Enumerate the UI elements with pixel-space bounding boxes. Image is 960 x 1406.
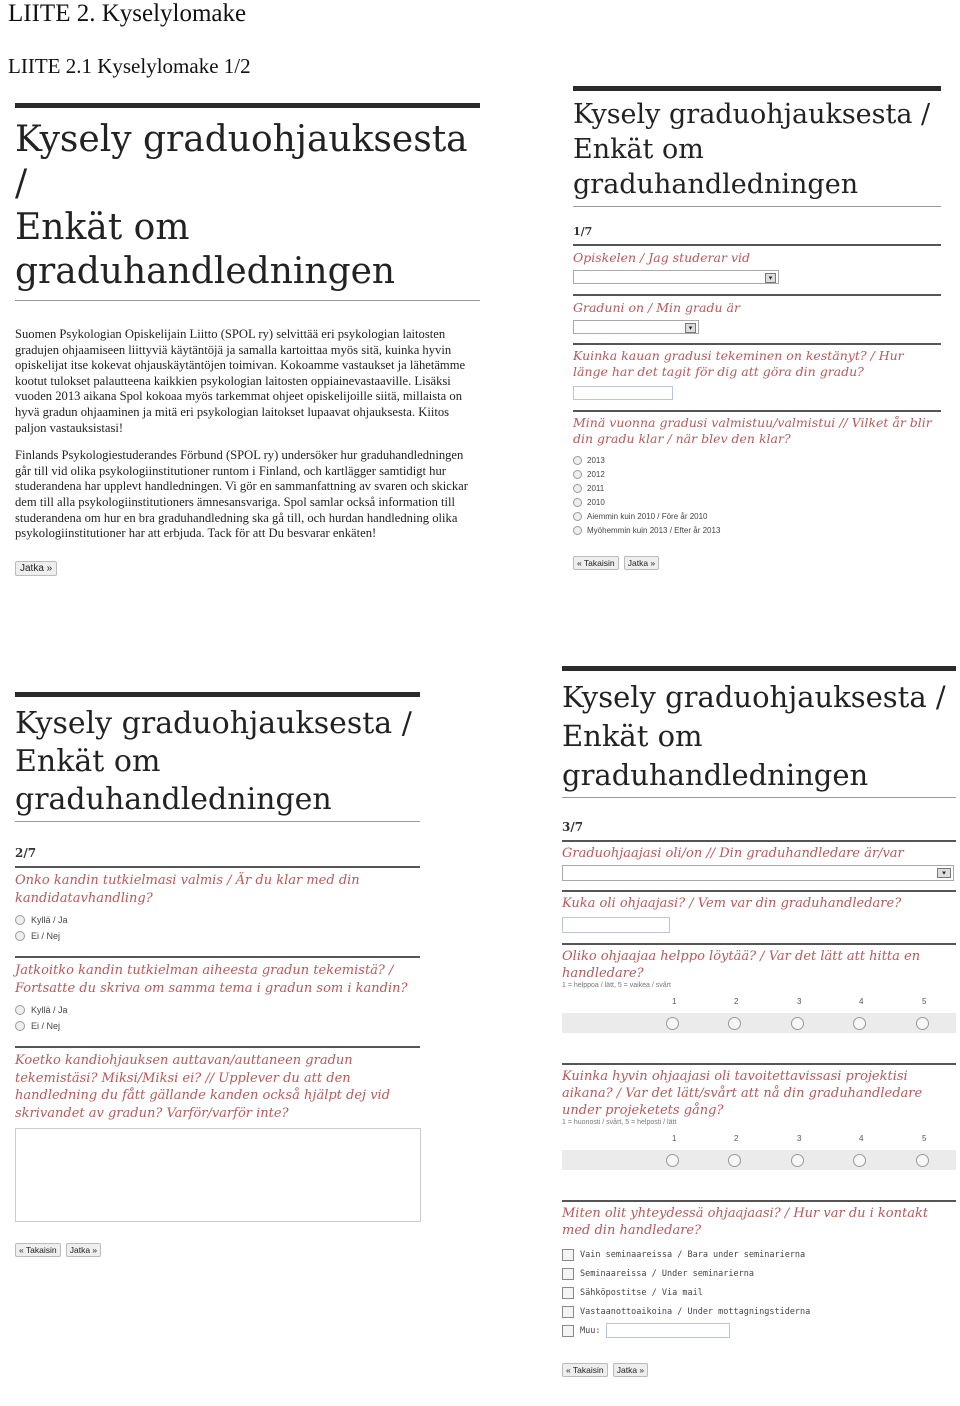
radio-button[interactable] <box>791 1154 804 1167</box>
topic-option-no[interactable]: Ei / Nej <box>15 1018 420 1034</box>
radio-button[interactable] <box>15 915 25 925</box>
survey-title: Kysely graduohjauksesta / Enkät om graduhandledningen <box>15 119 468 292</box>
back-button[interactable]: « Takaisin <box>562 1363 608 1377</box>
panel-step-2 <box>15 692 420 1272</box>
radio-button[interactable] <box>916 1154 929 1167</box>
radio-button[interactable] <box>15 1021 25 1031</box>
year-option[interactable]: Myöhemmin kuin 2013 / Efter år 2013 <box>573 523 941 537</box>
next-button[interactable]: Jatka » <box>66 1243 101 1257</box>
radio-button[interactable] <box>573 526 582 535</box>
question-reachability: Kuinka hyvin ohjaajasi oli tavoitettavissasi projektisi aikana? / Var det lätt/svårt att nå din graduhandledare under projeketets gång? <box>562 1069 923 1118</box>
scale-note: 1 = huonosti / svårt, 5 = helposti / lätt <box>562 1119 677 1126</box>
radio-button[interactable] <box>853 1154 866 1167</box>
intro-finnish: Suomen Psykologian Opiskelijain Liitto (SPOL ry) selvittää eri psykologian laitosten gradujen ohjaamiseen liittyviä käytäntöjä ja samalla kartoittaa myös sitä, kuinka hyvin opiskelijat itse kokevat ohjauskäytäntöjen toimivan. Kokoamme vastaukset ja lähetämme kootut tulokset palautteena kaikkien psykologian laitosten oppiainevastaaville. Lisäksi vuoden 2013 aikana Spol kokoaa myös tarkemmat ohjeet opiskelijoille siitä, millaista on hyvä gradun ohjaaminen ja mitä eri psykologian laitokset lupaavat ohjauksesta. Kiitos paljon vastauksistasi! <box>15 327 466 435</box>
radio-button[interactable] <box>573 512 582 521</box>
question-study-place: Opiskelen / Jag studerar vid <box>573 250 751 265</box>
duration-input[interactable] <box>573 386 673 400</box>
radio-button[interactable] <box>573 456 582 465</box>
radio-button[interactable] <box>666 1017 679 1030</box>
topic-option-yes[interactable]: Kyllä / Ja <box>15 1002 420 1018</box>
supervisor-select[interactable] <box>562 865 954 881</box>
kandi-option-yes[interactable]: Kyllä / Ja <box>15 912 420 928</box>
question-supervisor-is: Graduohjaajasi oli/on // Din graduhandledare är/var <box>562 846 904 861</box>
next-button[interactable]: Jatka » <box>624 556 659 570</box>
checkbox[interactable] <box>562 1325 574 1337</box>
step-indicator: 2/7 <box>15 846 37 860</box>
back-button[interactable]: « Takaisin <box>15 1243 61 1257</box>
supervisor-name-input[interactable] <box>562 917 670 933</box>
radio-button[interactable] <box>728 1017 741 1030</box>
contact-option[interactable]: Sähköpostitse / Via mail <box>562 1283 956 1302</box>
checkbox[interactable] <box>562 1249 574 1261</box>
question-gradu-type: Graduni on / Min gradu är <box>573 300 740 315</box>
year-option[interactable]: Aiemmin kuin 2010 / Före år 2010 <box>573 509 941 523</box>
radio-button[interactable] <box>573 484 582 493</box>
step-indicator: 3/7 <box>562 820 584 834</box>
question-same-topic: Jatkoitko kandin tutkielman aiheesta gradun tekemistä? / Fortsatte du skriva om samma tema i gradun som i kandin? <box>15 963 408 996</box>
question-kandi-help: Koetko kandiohjauksen auttavan/auttaneen gradun tekemistäsi? Miksi/Miksi ei? // Upplever du att den handledning du fått gällande kanden också hjälpt dej vid skrivandet av gradun? Varför/varför inte? <box>15 1053 391 1121</box>
step-indicator: 1/7 <box>573 225 593 238</box>
radio-button[interactable] <box>728 1154 741 1167</box>
document-title: LIITE 2. Kyselylomake <box>8 0 247 27</box>
radio-button[interactable] <box>853 1017 866 1030</box>
document-subtitle: LIITE 2.1 Kyselylomake 1/2 <box>8 54 251 78</box>
contact-option[interactable]: Vain seminaareissa / Bara under seminarierna <box>562 1245 956 1264</box>
year-option[interactable]: 2013 <box>573 453 941 467</box>
kandi-option-no[interactable]: Ei / Nej <box>15 928 420 944</box>
rating-scale-reach: 1 2 3 4 5 <box>562 1126 956 1180</box>
checkbox[interactable] <box>562 1268 574 1280</box>
next-button[interactable]: Jatka » <box>613 1363 648 1377</box>
intro-swedish: Finlands Psykologiestuderandes Förbund (SPOL ry) undersöker hur graduhandledningen går till vid olika psykologiinstitutioner runtom i Finland, och kartlägger samtidigt hur studerandena har upplevt handledningen. Vi gör en sammanfattning av svaren och skickar dem till alla psykologiinstitutioners ämnesansvariga. Spol samlar också information till studerandena om hur en bra graduhandledning ska gå till, och hurdan handledning olika psykologiinstitutioner har att erbjuda. Tack för att Du besvarar enkäten! <box>15 448 468 541</box>
rating-scale-find: 1 2 3 4 5 <box>562 989 956 1043</box>
survey-title: Kysely graduohjauksesta / Enkät om graduhandledningen <box>562 680 946 792</box>
contact-option[interactable]: Seminaareissa / Under seminarierna <box>562 1264 956 1283</box>
back-button[interactable]: « Takaisin <box>573 556 619 570</box>
radio-button[interactable] <box>666 1154 679 1167</box>
contact-option[interactable]: Vastaanottoaikoina / Under mottagningstiderna <box>562 1302 956 1321</box>
panel-step-3 <box>562 666 956 1406</box>
radio-button[interactable] <box>573 498 582 507</box>
radio-button[interactable] <box>791 1017 804 1030</box>
radio-button[interactable] <box>15 931 25 941</box>
other-contact-input[interactable] <box>606 1323 730 1338</box>
panel-step-1 <box>573 86 941 581</box>
title-bar <box>15 103 480 108</box>
radio-button[interactable] <box>573 470 582 479</box>
question-easy-find: Oliko ohjaajaa helppo löytää? / Var det lätt att hitta en handledare? <box>562 949 921 981</box>
question-kandi-ready: Onko kandin tutkielmasi valmis / Är du klar med din kandidatavhandling? <box>15 873 360 906</box>
contact-option-other[interactable]: Muu: <box>562 1321 956 1340</box>
checkbox[interactable] <box>562 1287 574 1299</box>
year-option[interactable]: 2012 <box>573 467 941 481</box>
year-option[interactable]: 2010 <box>573 495 941 509</box>
study-place-select[interactable] <box>573 270 779 284</box>
checkbox[interactable] <box>562 1306 574 1318</box>
radio-button[interactable] <box>916 1017 929 1030</box>
gradu-type-select[interactable] <box>573 320 699 334</box>
question-year: Minä vuonna gradusi valmistuu/valmistui // Vilket år blir din gradu klar / när blev den klar? <box>573 415 932 446</box>
scale-note: 1 = helppoa / lätt, 5 = vaikea / svårt <box>562 982 671 989</box>
radio-button[interactable] <box>15 1005 25 1015</box>
kandi-help-textarea[interactable] <box>15 1128 421 1222</box>
next-button[interactable]: Jatka » <box>15 561 57 576</box>
chevron-down-icon: ▾ <box>765 273 776 283</box>
year-option[interactable]: 2011 <box>573 481 941 495</box>
chevron-down-icon: ▾ <box>937 868 951 878</box>
survey-title: Kysely graduohjauksesta / Enkät om graduhandledningen <box>573 99 931 200</box>
year-options <box>573 453 941 537</box>
panel-intro <box>15 103 480 573</box>
question-who-supervisor: Kuka oli ohjaajasi? / Vem var din graduhandledare? <box>562 896 902 911</box>
question-duration: Kuinka kauan gradusi tekeminen on kestänyt? / Hur länge har det tagit för dig att göra din gradu? <box>573 348 904 379</box>
question-contact-method: Miten olit yhteydessä ohjaajaasi? / Hur var du i kontakt med din handledare? <box>562 1206 929 1238</box>
chevron-down-icon: ▾ <box>685 323 696 333</box>
survey-title: Kysely graduohjauksesta / Enkät om graduhandledningen <box>15 706 412 817</box>
